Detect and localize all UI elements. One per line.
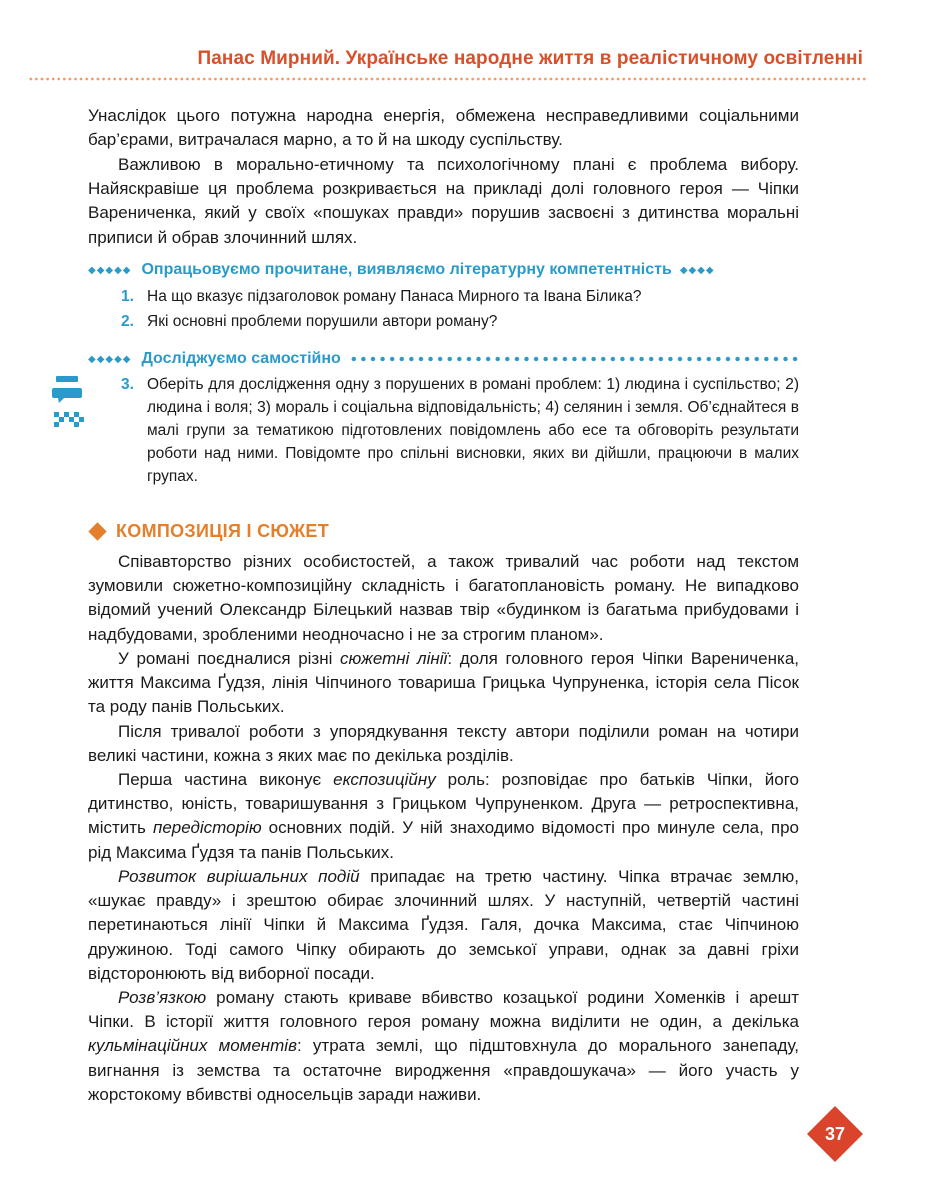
italic-term: сюжетні лінії [340,649,448,668]
text-run: основних подій. У ній знаходимо відомості про минуле села, про рід Максима Ґудзя та панів Польських. [88,818,799,862]
section-paragraph-1: Співавторство різних особистостей, а також тривалий час роботи над текстом зумовили сюжетно-композиційну складність і багатоплановість роману. Не випадково відомий учений Олександр Білецький назвав твір «будинком із багатьма прибудовами і надбудовами, зробленими неодночасно і не за строгим планом». [88,552,799,644]
page-number-badge [806,1105,864,1163]
italic-term: Розвиток вирішальних подій [118,867,360,886]
intro-paragraph-2: Важливою в морально-етичному та психологічному плані є проблема вибору. Найяскравіше ця проблема розкривається на прикладі долі головного героя — Чіпки Варениченка, який у своїх «пошуках правди» порушив засвоєні з дитинства моральні приписи й обрав злочинний шлях. [88,155,799,247]
dots-left-icon: ◆◆◆◆◆ [88,353,132,365]
text-run: роль: розповідає про батьків Чіпки, його дитинство, юність, товаришування з Грицьком Чупруненком. Друга — ретроспективна, містить [88,770,799,838]
dots-left-icon: ◆◆◆◆◆ [88,264,132,276]
page-number: 37 [824,1124,846,1144]
text-run: : утрата землі, що підштовхнула до морального занепаду, вигнання із земства та остаточне виродження «правдошукача» — його участь у жорстокому вбивстві односельців заради наживи. [88,1036,799,1104]
section-paragraph-3: Після тривалої роботи з упорядкування тексту автори поділили роман на чотири великі частини, кожна з яких має по декілька розділів. [88,722,799,766]
question-text: Оберіть для дослідження одну з порушених в романі проблем: 1) людина і суспільство; 2) людина і воля; 3) мораль і соціальна відповідальність; 4) селянин і земля. Об’єднайтеся в малі групи за тематикою підготовлених повідомлень або есе та обговоріть результати роботи над ними. Повідомте про спільні висновки, яких ви дійшли, працюючи в малих групах. [147,376,799,485]
section-paragraph-5 [88,865,799,986]
section-paragraph-4 [88,768,799,865]
task-heading-1-text: Опрацьовуємо прочитане, виявляємо літературну компетентність [141,261,672,278]
running-header: Панас Мирний. Українське народне життя в реалістичному освітленні [197,48,863,69]
intro-paragraph-1: Унаслідок цього потужна народна енергія, обмежена несправедливими соціальними бар’єрами, витрачалася марно, а то й на шкоду суспільству. [88,106,799,150]
question-text: На що вказує підзаголовок роману Панаса Мирного та Івана Білика? [147,288,642,305]
italic-term: передісторію [152,818,262,838]
group-discussion-icon [50,372,90,432]
section-paragraph-6 [88,986,799,1107]
italic-term: кульмінаційних моментів [88,1036,297,1056]
question-number: 2. [121,313,134,330]
question-3 [121,373,799,488]
task-heading-2-text: Досліджуємо самостійно [141,350,341,367]
task-heading-1 [88,260,799,280]
dots-right-icon: ◆◆◆◆ [679,264,715,276]
section-title-text: КОМПОЗИЦІЯ І СЮЖЕТ [116,521,330,541]
text-run: роману стають криваве вбивство козацької родини Хоменків і арешт Чіпки. В історії життя головного героя роману можна виділити не один, а декілька [88,988,799,1032]
italic-term: експозиційну [333,770,436,789]
question-text: Які основні проблеми порушили автори роману? [147,313,498,330]
text-run: : доля головного героя Чіпки Варениченка, життя Максима Ґудзя, лінія Чіпчиного товариша Грицька Чупруненка, історія села Пісок та роду панів Польських. [88,649,799,717]
section-paragraph-2 [88,647,799,720]
question-2 [121,310,799,333]
text-run: припадає на третю частину. Чіпка втрачає землю, «шукає правду» і зрештою обирає злочинний шлях. У наступній, четвертій частині перетинаються лінії Чіпки й Максима Ґудзя. Галя, дочка Максима, стає Чіпчиною дружиною. Тоді самого Чіпку обирають до земської управи, однак за давні гріхи відсторонюють від виборної посади. [88,867,800,983]
question-number: 1. [121,288,134,305]
text-run: У романі поєдналися різні [118,649,341,668]
task-heading-2 [88,349,799,369]
section-title [88,521,329,542]
italic-term: Розв’язкою [118,988,207,1007]
diamond-bullet-icon [88,522,106,540]
header-divider [28,77,866,81]
question-1 [121,285,799,308]
dots-fill-icon [349,355,799,363]
text-run: Перша частина виконує [118,770,334,789]
question-number: 3. [121,376,134,393]
